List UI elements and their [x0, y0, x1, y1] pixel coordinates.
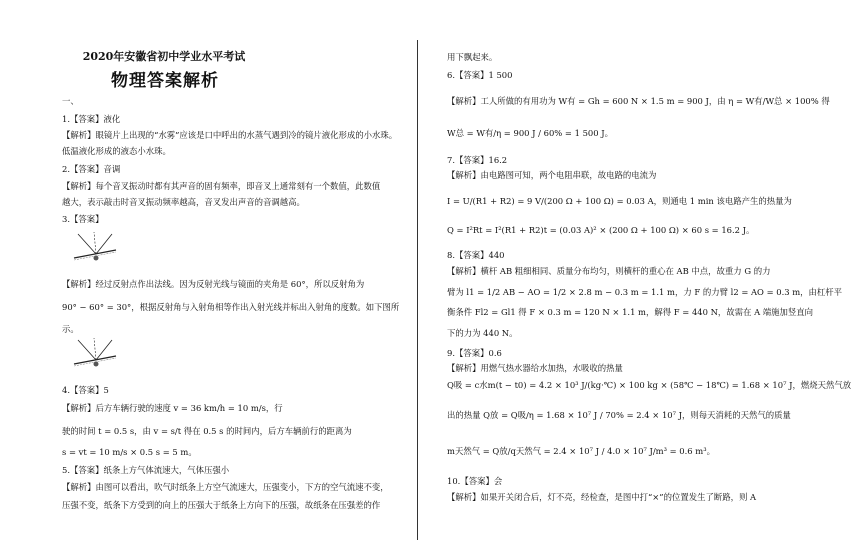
q1-answer: 1.【答案】液化 [62, 114, 121, 124]
exam-title: 2020年安徽省初中学业水平考试 [82, 50, 246, 63]
q10-answer: 10.【答案】会 [447, 476, 503, 486]
q7-answer: 7.【答案】16.2 [447, 155, 508, 165]
q9-explanation-line2: Q吸 = c水m(t − t0) = 4.2 × 10³ J/(kg·℃) × 100 kg × (58℃ − 18℃) = 1.68 × 10⁷ J，燃烧天然气放 [447, 380, 851, 390]
q9-explanation-line1: 【解析】用燃气热水器给水加热，水吸收的热量 [447, 363, 623, 373]
q6-explanation-line1: 【解析】工人所做的有用功为 W有 = Gh = 600 N × 1.5 m = 900 J，由 η = W有/W总 × 100% 得 [447, 96, 830, 106]
q6-explanation-line2: W总 = W有/η = 900 J / 60% = 1 500 J。 [447, 128, 613, 138]
column-divider [417, 40, 418, 540]
q1-explanation-line1: 【解析】眼镜片上出现的“水雾”应该是口中呼出的水蒸气遇到冷的镜片液化形成的小水珠。 [62, 130, 398, 140]
q4-explanation-line1: 【解析】后方车辆行驶的速度 v = 36 km/h = 10 m/s，行 [62, 403, 283, 413]
q9-explanation-line4: m天然气 = Q放/q天然气 = 2.4 × 10⁷ J / 4.0 × 10⁷ J/m³ = 0.6 m³。 [447, 446, 715, 456]
section-heading: 一、 [62, 96, 79, 106]
q5-explanation-line2: 压强不变，纸条下方受到的向上的压强大于纸条上方向下的压强，故纸条在压强差的作 [62, 500, 381, 510]
left-column [62, 0, 400, 560]
reflection-diagram-figure [72, 334, 118, 376]
q5-explanation-continued: 用下飘起来。 [447, 52, 498, 62]
q8-explanation-line1: 【解析】横杆 AB 粗细相同、质量分布均匀，则横杆的重心在 AB 中点，故重力 G 的力 [447, 266, 771, 276]
q3-explanation-line2: 90° − 60° = 30°，根据反射角与入射角相等作出入射光线并标出入射角的度数。如下图所 [62, 302, 400, 312]
document-title: 物理答案解析 [111, 71, 219, 91]
q3-explanation-line1: 【解析】经过反射点作出法线。因为反射光线与镜面的夹角是 60°，所以反射角为 [62, 279, 365, 289]
q2-explanation-line2: 越大，表示敲击时音叉振动频率越高，音叉发出声音的音调越高。 [62, 197, 305, 207]
q9-answer: 9.【答案】0.6 [447, 348, 502, 358]
q9-explanation-line3: 出的热量 Q放 = Q吸/η = 1.68 × 10⁷ J / 70% = 2.4 × 10⁷ J，则每天消耗的天然气的质量 [447, 410, 791, 420]
q5-explanation-line1: 【解析】由图可以看出，吹气时纸条上方空气流速大，压强变小，下方的空气流速不变， [62, 482, 389, 492]
q3-explanation-line3: 示。 [62, 324, 79, 334]
q2-answer: 2.【答案】音调 [62, 164, 121, 174]
q4-explanation-line2: 驶的时间 t = 0.5 s，由 v = s/t 得在 0.5 s 的时间内，后方车辆前行的距离为 [62, 426, 352, 436]
q8-explanation-line2: 臂为 l1 = 1/2 AB − AO = 1/2 × 2.8 m − 0.3 m = 1.1 m，力 F 的力臂 l2 = AO = 0.3 m，由杠杆平 [447, 287, 843, 297]
q7-explanation-line2: I = U/(R1 + R2) = 9 V/(200 Ω + 100 Ω) = 0.03 A，则通电 1 min 该电路产生的热量为 [447, 196, 792, 206]
q4-answer: 4.【答案】5 [62, 385, 109, 395]
q8-explanation-line3: 衡条件 Fl2 = Gl1 得 F × 0.3 m = 120 N × 1.1 m，解得 F = 440 N，故需在 A 端施加竖直向 [447, 307, 814, 317]
q10-explanation-line1: 【解析】如果开关闭合后，灯不亮，经检查，是图中打“×”的位置发生了断路，则 A [447, 492, 757, 502]
q4-explanation-line3: s = vt = 10 m/s × 0.5 s = 5 m。 [62, 447, 197, 457]
q1-explanation-line2: 低温液化形成的液态小水珠。 [62, 146, 171, 156]
right-column [447, 0, 851, 560]
q7-explanation-line1: 【解析】由电路图可知，两个电阻串联，故电路的电流为 [447, 170, 657, 180]
q6-answer: 6.【答案】1 500 [447, 70, 513, 80]
q8-answer: 8.【答案】440 [447, 250, 505, 260]
q2-explanation-line1: 【解析】每个音叉振动时都有其声音的固有频率，即音叉上通常刻有一个数值，此数值 [62, 181, 381, 191]
q5-answer: 5.【答案】纸条上方气体流速大，气体压强小 [62, 465, 230, 475]
q8-explanation-line4: 下的力为 440 N。 [447, 328, 518, 338]
q3-answer: 3.【答案】 [62, 214, 104, 224]
reflection-diagram-answer [72, 228, 118, 270]
q7-explanation-line3: Q = I²Rt = I²(R1 + R2)t = (0.03 A)² × (200 Ω + 100 Ω) × 60 s = 16.2 J。 [447, 225, 755, 235]
